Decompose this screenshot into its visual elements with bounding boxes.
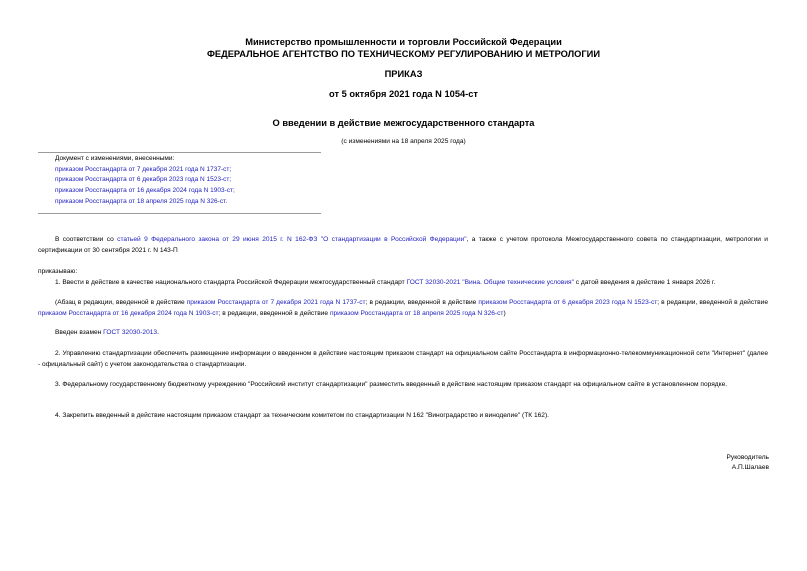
replaced-text-pre: Введен взамен [55, 329, 104, 336]
gost-32030-2021-link[interactable]: ГОСТ 32030-2021 "Вина. Общие технические условия" [406, 279, 574, 286]
document-date-number: от 5 октября 2021 года N 1054-ст [329, 89, 478, 99]
replaced-standard-paragraph [38, 328, 768, 339]
changes-box-top-divider [38, 152, 321, 153]
item-3-paragraph: 3. Федеральному государственному бюджетному учреждению "Российский институт стандартизации" разместить введенный в действие настоящим приказом стандарт на официальном сайте в установленном порядке. [55, 381, 728, 388]
federal-law-link[interactable]: статьей 9 Федерального закона от 29 июня 2015 г. N 162-ФЗ "О стандартизации в Российской Федерации" [117, 236, 467, 243]
preamble-text-post: , а также с учетом протокола Межгосударственного совета по стандартизации, метрологии и сертификации от 30 сентября 2021 г. N 143-П [38, 236, 768, 254]
changes-box [55, 154, 235, 208]
ministry-name: Министерство промышленности и торговли Российской Федерации [245, 37, 562, 47]
signature-role: Руководитель [726, 454, 769, 461]
changes-box-title: Документ с изменениями, внесенными: [55, 155, 175, 162]
edition-link-1903[interactable]: приказом Росстандарта от 16 декабря 2024 года N 1903-ст [38, 309, 219, 317]
signature-name: А.П.Шалаев [731, 464, 769, 471]
item-4-paragraph: 4. Закрепить введенный в действие настоящим приказом стандарт за техническим комитетом по стандартизации N 162 "Виноградарство и виноделие" (ТК 162). [55, 412, 549, 419]
changes-note: (с изменениями на 18 апреля 2025 года) [341, 138, 466, 145]
edition-note-text-2: ; в редакции, введенной в действие [365, 299, 479, 306]
document-subject: О введении в действие межгосударственного стандарта [272, 118, 535, 128]
change-link-1903[interactable]: приказом Росстандарта от 16 декабря 2024 года N 1903-ст; [55, 187, 235, 195]
edition-link-1523[interactable]: приказом Росстандарта от 6 декабря 2023 года N 1523-ст [478, 299, 658, 306]
replaced-text-post: . [157, 329, 159, 336]
edition-note-text-3: ; в редакции, введенной в действие [657, 299, 769, 306]
changes-box-bottom-divider [38, 213, 321, 214]
preamble-text-pre: В соответствии со [55, 236, 118, 243]
gost-32030-2013-link[interactable]: ГОСТ 32030-2013 [103, 329, 158, 336]
item-1-text-post: с датой введения в действие 1 января 2026 г. [573, 279, 716, 286]
document-type: ПРИКАЗ [384, 69, 423, 79]
edition-note-text-5: ) [503, 309, 506, 317]
item-2-paragraph: 2. Управлению стандартизации обеспечить размещение информации о введенном в действие настоящим приказом стандарт на официальном сайте Росстандарта в информационно-телекоммуникационной сети "Интернет" (далее - официальный сайт) с учетом законодательства о стандартизации. [38, 350, 768, 368]
edition-note-paragraph [38, 298, 768, 319]
item-1-text-pre: 1. Ввести в действие в качестве национального стандарта Российской Федерации межгосударственный стандарт [55, 279, 407, 286]
edition-note-text-4: ; в редакции, введенной в действие [218, 309, 330, 317]
edition-link-1737[interactable]: приказом Росстандарта от 7 декабря 2021 года N 1737-ст [186, 299, 366, 306]
item-1-paragraph [38, 278, 768, 289]
change-link-1523[interactable]: приказом Росстандарта от 6 декабря 2023 года N 1523-ст; [55, 176, 232, 184]
change-link-1737[interactable]: приказом Росстандарта от 7 декабря 2021 года N 1737-ст; [55, 165, 232, 173]
edition-link-326[interactable]: приказом Росстандарта от 18 апреля 2025 года N 326-ст [329, 309, 504, 317]
change-link-326[interactable]: приказом Росстандарта от 18 апреля 2025 года N 326-ст. [55, 197, 228, 205]
agency-name: ФЕДЕРАЛЬНОЕ АГЕНТСТВО ПО ТЕХНИЧЕСКОМУ РЕГУЛИРОВАНИЮ И МЕТРОЛОГИИ [206, 49, 601, 59]
preamble-paragraph [38, 235, 768, 256]
order-word: приказываю: [38, 268, 78, 275]
edition-note-text-1: (Абзац в редакции, введенной в действие [55, 299, 187, 306]
